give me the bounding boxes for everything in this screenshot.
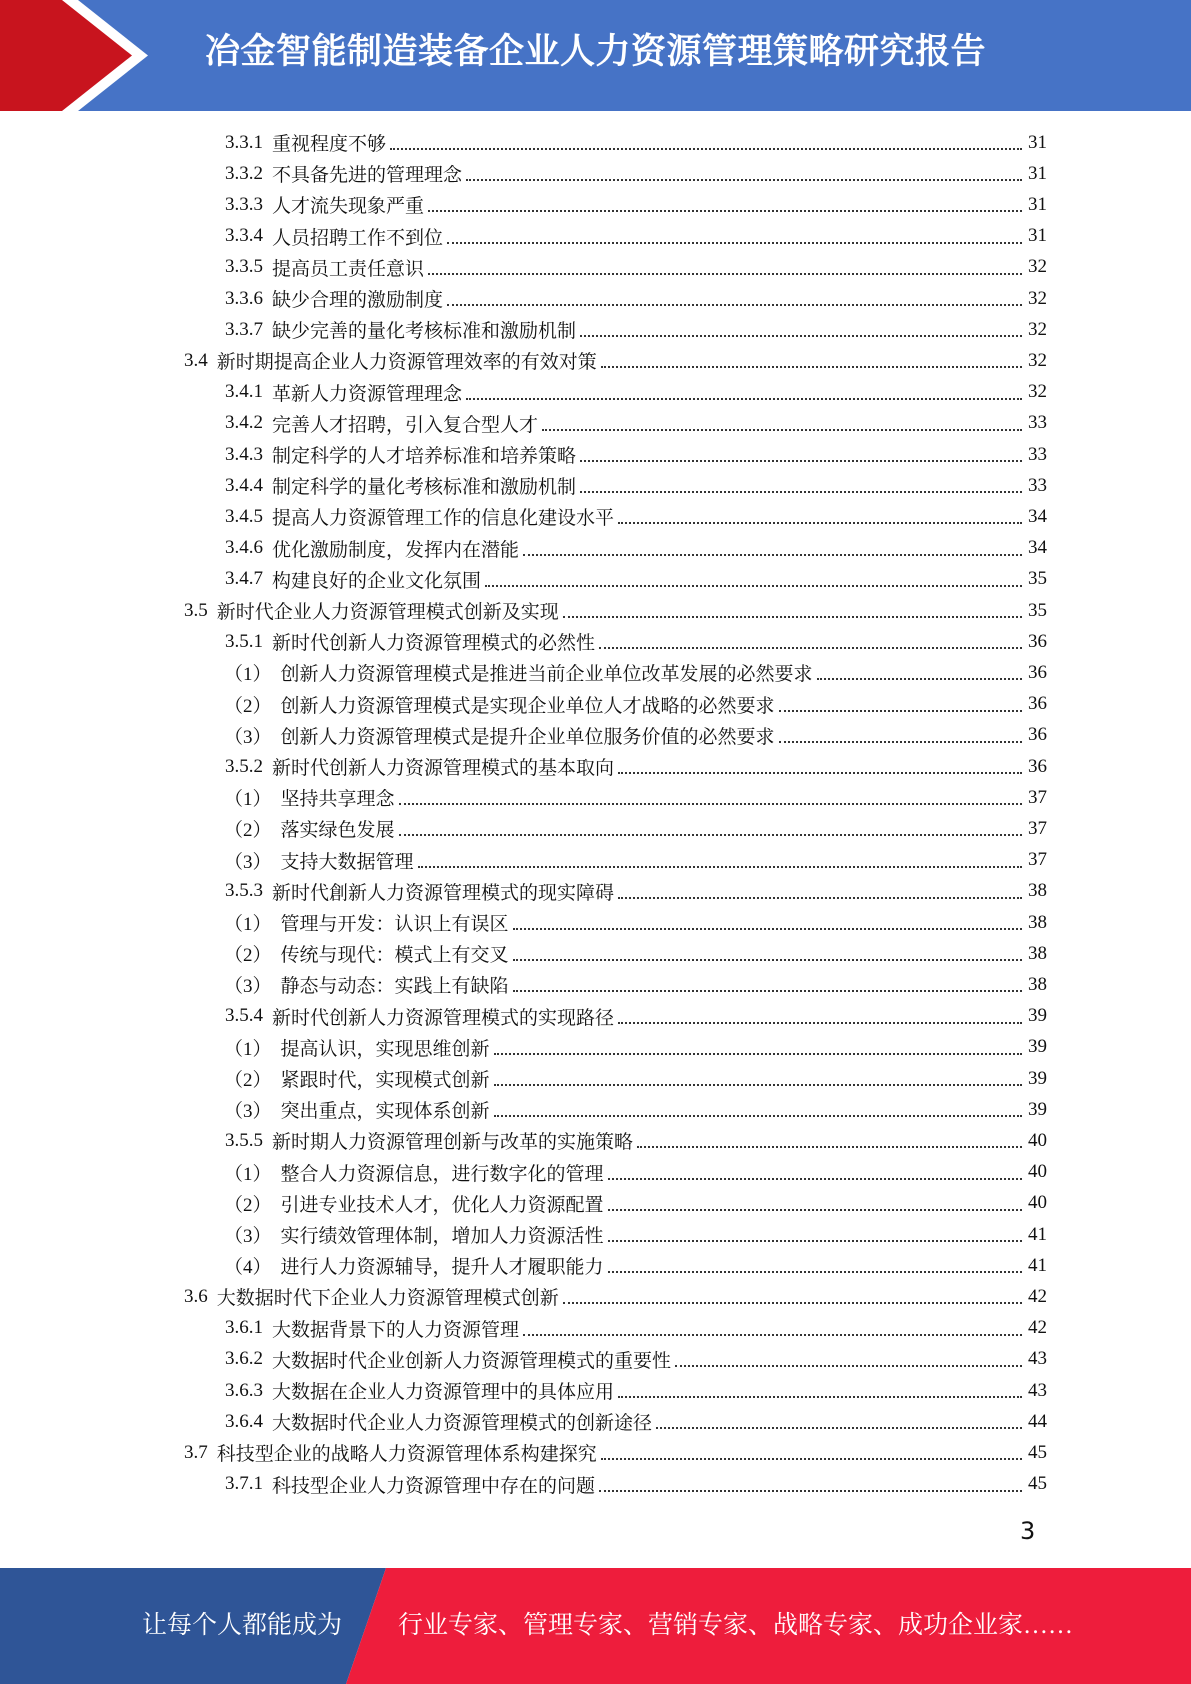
toc-dot-leader [523, 554, 1022, 556]
toc-entry-number: 3.7.1 [225, 1473, 263, 1495]
toc-entry-number: （3） [224, 851, 272, 873]
toc-entry-page: 31 [1028, 193, 1047, 215]
toc-entry-title: 紧跟时代，实现模式创新 [280, 1070, 490, 1091]
toc-entry-title: 创新人力资源管理模式是推进当前企业单位改革发展的必然要求 [280, 664, 813, 686]
toc-entry-title: 制定科学的人才培养标准和培养策略 [272, 446, 577, 467]
toc-entry-title: 大数据时代企业创新人力资源管理模式的重要性 [272, 1350, 672, 1372]
toc-entry-title: 大数据时代企业人力资源管理模式的创新途径 [272, 1413, 653, 1435]
toc-entry[interactable] [225, 221, 1047, 252]
toc-entry-page: 40 [1028, 1192, 1047, 1214]
toc-entry-number: 3.5.5 [225, 1129, 263, 1151]
toc-dot-leader [618, 1396, 1022, 1398]
toc-entry-page: 43 [1028, 1348, 1047, 1370]
page-header [0, 0, 1191, 111]
toc-entry-number: 3.5.1 [225, 630, 263, 652]
toc-dot-leader [618, 522, 1022, 524]
toc-entry-number: 3.6.3 [225, 1379, 263, 1401]
toc-entry-page: 39 [1028, 1067, 1047, 1089]
toc-entry[interactable] [225, 1406, 1047, 1437]
toc-entry-page: 32 [1028, 349, 1047, 371]
toc-entry-page: 38 [1028, 973, 1047, 995]
toc-entry-number: 3.6 [184, 1285, 208, 1307]
toc-dot-leader [618, 897, 1022, 899]
toc-entry-page: 32 [1028, 287, 1047, 309]
toc-entry-number: （3） [224, 726, 272, 748]
toc-entry-page: 35 [1028, 568, 1047, 590]
toc-entry-number: 3.4.4 [225, 474, 263, 496]
toc-entry-number: （1） [224, 789, 272, 811]
toc-entry-title: 新时期人力资源管理创新与改革的实施策略 [272, 1132, 634, 1154]
toc-entry-page: 36 [1028, 661, 1047, 683]
toc-dot-leader [580, 491, 1022, 493]
toc-entry[interactable] [184, 1281, 1047, 1312]
toc-dot-leader [817, 678, 1022, 680]
toc-entry-page: 36 [1028, 693, 1047, 715]
toc-entry-title: 引进专业技术人才，优化人力资源配置 [280, 1194, 604, 1216]
toc-entry-title: 新时代创新人力资源管理模式的必然性 [272, 633, 596, 655]
toc-dot-leader [608, 1271, 1022, 1273]
toc-entry-title: 进行人力资源辅导，提升人才履职能力 [280, 1257, 604, 1279]
toc-dot-leader [494, 1115, 1022, 1117]
toc-entry-page: 34 [1028, 505, 1047, 527]
toc-entry[interactable] [225, 1313, 1047, 1344]
toc-dot-leader [485, 585, 1022, 587]
toc-entry-number: （3） [224, 1101, 272, 1123]
toc-entry[interactable] [225, 1375, 1047, 1406]
toc-entry-number: （2） [224, 820, 272, 842]
toc-entry-page: 41 [1028, 1223, 1047, 1245]
toc-entry[interactable] [225, 533, 1047, 564]
toc-entry-page: 36 [1028, 755, 1047, 777]
toc-entry[interactable] [224, 845, 1047, 876]
toc-entry-page: 39 [1028, 1005, 1047, 1027]
toc-entry[interactable] [225, 189, 1047, 220]
toc-entry[interactable] [184, 345, 1047, 376]
toc-dot-leader [779, 710, 1022, 712]
toc-entry-page: 32 [1028, 381, 1047, 403]
toc-entry-page: 31 [1028, 225, 1047, 247]
toc-entry-title: 提高人力资源管理工作的信息化建设水平 [272, 508, 615, 530]
toc-entry-number: 3.3.7 [225, 318, 263, 340]
toc-entry-page: 31 [1028, 131, 1047, 153]
toc-entry-number: 3.5.2 [225, 755, 263, 777]
toc-entry-number: 3.4.6 [225, 537, 263, 559]
toc-entry-page: 36 [1028, 724, 1047, 746]
toc-entry[interactable] [224, 938, 1047, 969]
toc-entry-title: 完善人才招聘，引入复合型人才 [272, 414, 539, 436]
toc-entry-number: 3.6.2 [225, 1348, 263, 1370]
toc-entry-page: 42 [1028, 1285, 1047, 1307]
toc-entry-number: 3.3.5 [225, 256, 263, 278]
toc-entry-page: 37 [1028, 849, 1047, 871]
toc-entry-title: 创新人力资源管理模式是实现企业单位人才战略的必然要求 [280, 695, 775, 717]
toc-entry[interactable] [224, 1250, 1047, 1281]
header-chevron-decoration [0, 0, 150, 111]
toc-dot-leader [618, 772, 1022, 774]
toc-entry-number: （4） [224, 1257, 272, 1279]
toc-entry-number: 3.4.2 [225, 412, 263, 434]
toc-entry-title: 提高员工责任意识 [272, 258, 425, 280]
toc-entry-title: 新时代创新人力资源管理模式的基本取向 [272, 758, 615, 779]
toc-dot-leader [513, 990, 1022, 992]
toc-entry[interactable] [184, 595, 1047, 626]
toc-entry-page: 40 [1028, 1161, 1047, 1183]
toc-dot-leader [656, 1427, 1022, 1429]
toc-entry-page: 37 [1028, 786, 1047, 808]
toc-dot-leader [779, 741, 1022, 743]
toc-dot-leader [523, 1334, 1022, 1336]
toc-entry[interactable] [224, 689, 1047, 720]
toc-entry[interactable] [184, 1437, 1047, 1468]
toc-entry[interactable] [225, 470, 1047, 501]
footer-slogan-left: 让每个人都能成为 [142, 1612, 343, 1639]
toc-entry-page: 40 [1028, 1129, 1047, 1151]
toc-entry-number: 3.4.5 [225, 505, 263, 527]
toc-entry-number: 3.4.3 [225, 443, 263, 465]
toc-entry[interactable] [224, 813, 1047, 844]
toc-entry-number: 3.3.1 [225, 131, 263, 153]
toc-entry-title: 整合人力资源信息，进行数字化的管理 [280, 1163, 604, 1185]
toc-entry-number: （2） [224, 1070, 272, 1091]
toc-dot-leader [399, 803, 1022, 805]
toc-entry-number: （2） [224, 695, 272, 717]
toc-entry[interactable] [224, 1188, 1047, 1219]
toc-entry-number: （1） [224, 914, 272, 935]
toc-dot-leader [418, 866, 1022, 868]
toc-entry-number: 3.7 [184, 1441, 208, 1463]
toc-entry-title: 人员招聘工作不到位 [272, 227, 444, 249]
toc-dot-leader [637, 1146, 1022, 1148]
toc-entry[interactable] [225, 283, 1047, 314]
toc-dot-leader [608, 1209, 1022, 1211]
toc-dot-leader [563, 616, 1022, 618]
toc-entry-number: 3.3.3 [225, 193, 263, 215]
toc-entry-title: 提高认识，实现思维创新 [280, 1038, 490, 1060]
toc-entry[interactable] [225, 158, 1047, 189]
toc-entry[interactable] [224, 907, 1047, 938]
toc-entry[interactable] [225, 626, 1047, 657]
toc-entry-title: 革新人力资源管理理念 [272, 383, 463, 405]
toc-entry-page: 39 [1028, 1098, 1047, 1120]
toc-entry-title: 科技型企业人力资源管理中存在的问题 [272, 1475, 596, 1497]
toc-dot-leader [447, 242, 1022, 244]
toc-entry-number: （3） [224, 976, 272, 998]
toc-entry-page: 31 [1028, 162, 1047, 184]
toc-entry-page: 45 [1028, 1441, 1047, 1463]
toc-entry-title: 科技型企业的战略人力资源管理体系构建探究 [216, 1444, 597, 1466]
toc-entry-title: 缺少完善的量化考核标准和激励机制 [272, 321, 577, 343]
toc-entry-page: 33 [1028, 443, 1047, 465]
toc-entry-title: 支持大数据管理 [280, 851, 414, 873]
toc-entry-number: （1） [224, 1038, 272, 1060]
toc-entry[interactable] [224, 657, 1047, 688]
toc-entry-page: 44 [1028, 1410, 1047, 1432]
toc-dot-leader [428, 273, 1022, 275]
toc-dot-leader [428, 210, 1022, 212]
toc-dot-leader [390, 148, 1022, 150]
toc-entry-title: 制定科学的量化考核标准和激励机制 [272, 477, 577, 499]
page-number: 3 [1020, 1517, 1036, 1545]
toc-entry[interactable] [225, 439, 1047, 470]
toc-entry-number: （2） [224, 945, 272, 967]
toc-entry[interactable] [225, 876, 1047, 907]
toc-entry[interactable] [225, 314, 1047, 345]
toc-entry-title: 新时代创新人力资源管理模式的实现路径 [272, 1007, 615, 1029]
toc-entry-number: 3.4.1 [225, 381, 263, 403]
toc-entry-page: 36 [1028, 630, 1047, 652]
toc-entry-title: 创新人力资源管理模式是提升企业单位服务价值的必然要求 [280, 726, 775, 748]
toc-entry-page: 41 [1028, 1254, 1047, 1276]
toc-entry-number: 3.6.4 [225, 1410, 263, 1432]
toc-entry-title: 突出重点，实现体系创新 [280, 1101, 490, 1123]
toc-dot-leader [447, 304, 1022, 306]
toc-entry[interactable] [225, 127, 1047, 158]
toc-entry[interactable] [225, 1469, 1047, 1500]
toc-entry[interactable] [224, 720, 1047, 751]
toc-entry-title: 重视程度不够 [272, 134, 387, 155]
toc-entry[interactable] [225, 408, 1047, 439]
toc-entry-page: 33 [1028, 412, 1047, 434]
toc-entry-page: 35 [1028, 599, 1047, 621]
toc-entry[interactable] [225, 377, 1047, 408]
toc-entry-page: 45 [1028, 1473, 1047, 1495]
toc-dot-leader [608, 1240, 1022, 1242]
toc-entry-title: 落实绿色发展 [280, 820, 395, 842]
toc-entry-number: （2） [224, 1194, 272, 1216]
toc-entry-number: 3.6.1 [225, 1317, 263, 1339]
toc-entry-title: 大数据时代下企业人力资源管理模式创新 [216, 1288, 559, 1310]
toc-entry-page: 33 [1028, 474, 1047, 496]
toc-entry-title: 人才流失现象严重 [272, 196, 425, 218]
toc-entry[interactable] [224, 1063, 1047, 1094]
toc-dot-leader [466, 398, 1022, 400]
toc-dot-leader [608, 1178, 1022, 1180]
toc-entry-number: 3.3.6 [225, 287, 263, 309]
toc-entry-number: 3.3.2 [225, 162, 263, 184]
toc-entry-number: 3.4 [184, 349, 208, 371]
toc-entry-title: 构建良好的企业文化氛围 [272, 570, 482, 592]
toc-dot-leader [599, 647, 1022, 649]
toc-entry[interactable] [224, 969, 1047, 1000]
toc-entry-title: 新时期提高企业人力资源管理效率的有效对策 [216, 352, 597, 374]
toc-dot-leader [399, 834, 1022, 836]
toc-dot-leader [618, 1022, 1022, 1024]
toc-entry-title: 坚持共享理念 [280, 789, 395, 811]
toc-entry-number: 3.4.7 [225, 568, 263, 590]
toc-entry-title: 管理与开发：认识上有误区 [280, 914, 509, 935]
toc-entry-number: 3.3.4 [225, 225, 263, 247]
toc-entry-number: （3） [224, 1226, 272, 1247]
toc-entry-page: 43 [1028, 1379, 1047, 1401]
toc-entry-number: （1） [224, 1163, 272, 1185]
toc-entry-number: 3.5.3 [225, 880, 263, 902]
toc-entry-title: 新时代企业人力资源管理模式创新及实现 [216, 602, 559, 623]
toc-entry-page: 37 [1028, 817, 1047, 839]
toc-dot-leader [580, 335, 1022, 337]
toc-dot-leader [601, 366, 1022, 368]
toc-entry-page: 39 [1028, 1036, 1047, 1058]
toc-entry-title: 大数据背景下的人力资源管理 [272, 1319, 520, 1341]
toc-entry[interactable] [225, 252, 1047, 283]
toc-entry[interactable] [225, 564, 1047, 595]
toc-entry-number: 3.5 [184, 599, 208, 621]
toc-entry[interactable] [225, 1344, 1047, 1375]
toc-dot-leader [466, 179, 1022, 181]
toc-entry-title: 传统与现代：模式上有交叉 [280, 945, 509, 967]
toc-entry[interactable] [225, 501, 1047, 532]
toc-entry[interactable] [224, 1157, 1047, 1188]
toc-entry-page: 32 [1028, 318, 1047, 340]
toc-entry-page: 38 [1028, 942, 1047, 964]
toc-entry[interactable] [224, 1219, 1047, 1250]
report-title: 冶金智能制造装备企业人力资源管理策略研究报告 [205, 32, 987, 72]
toc-dot-leader [542, 429, 1022, 431]
toc-dot-leader [599, 1490, 1022, 1492]
toc-entry-page: 34 [1028, 537, 1047, 559]
toc-dot-leader [513, 959, 1022, 961]
toc-entry-page: 32 [1028, 256, 1047, 278]
toc-entry[interactable] [224, 1032, 1047, 1063]
toc-dot-leader [580, 460, 1022, 462]
toc-entry[interactable] [225, 751, 1047, 782]
toc-entry-page: 38 [1028, 911, 1047, 933]
toc-entry-title: 缺少合理的激励制度 [272, 290, 444, 311]
toc-dot-leader [675, 1365, 1022, 1367]
toc-entry-page: 42 [1028, 1317, 1047, 1339]
toc-entry-number: 3.5.4 [225, 1005, 263, 1027]
toc-dot-leader [563, 1302, 1022, 1304]
toc-entry-title: 大数据在企业人力资源管理中的具体应用 [272, 1382, 615, 1403]
toc-entry-title: 实行绩效管理体制，增加人力资源活性 [280, 1226, 604, 1247]
page-footer [0, 1568, 1191, 1684]
toc-entry[interactable] [224, 782, 1047, 813]
toc-entry-title: 不具备先进的管理理念 [272, 165, 463, 187]
toc-entry-title: 静态与动态：实践上有缺陷 [280, 976, 509, 998]
toc-dot-leader [513, 928, 1022, 930]
toc-entry[interactable] [225, 1001, 1047, 1032]
toc-dot-leader [494, 1084, 1022, 1086]
footer-slogan-right: 行业专家、管理专家、营销专家、战略专家、成功企业家…… [398, 1612, 1074, 1639]
toc-entry-title: 优化激励制度，发挥内在潜能 [272, 539, 520, 561]
toc-entry[interactable] [225, 1125, 1047, 1156]
toc-dot-leader [601, 1458, 1022, 1460]
toc-dot-leader [494, 1053, 1022, 1055]
toc-entry[interactable] [224, 1094, 1047, 1125]
toc-entry-title: 新时代創新人力资源管理模式的现实障碍 [272, 882, 615, 904]
toc-entry-page: 38 [1028, 880, 1047, 902]
toc-entry-number: （1） [224, 664, 272, 686]
